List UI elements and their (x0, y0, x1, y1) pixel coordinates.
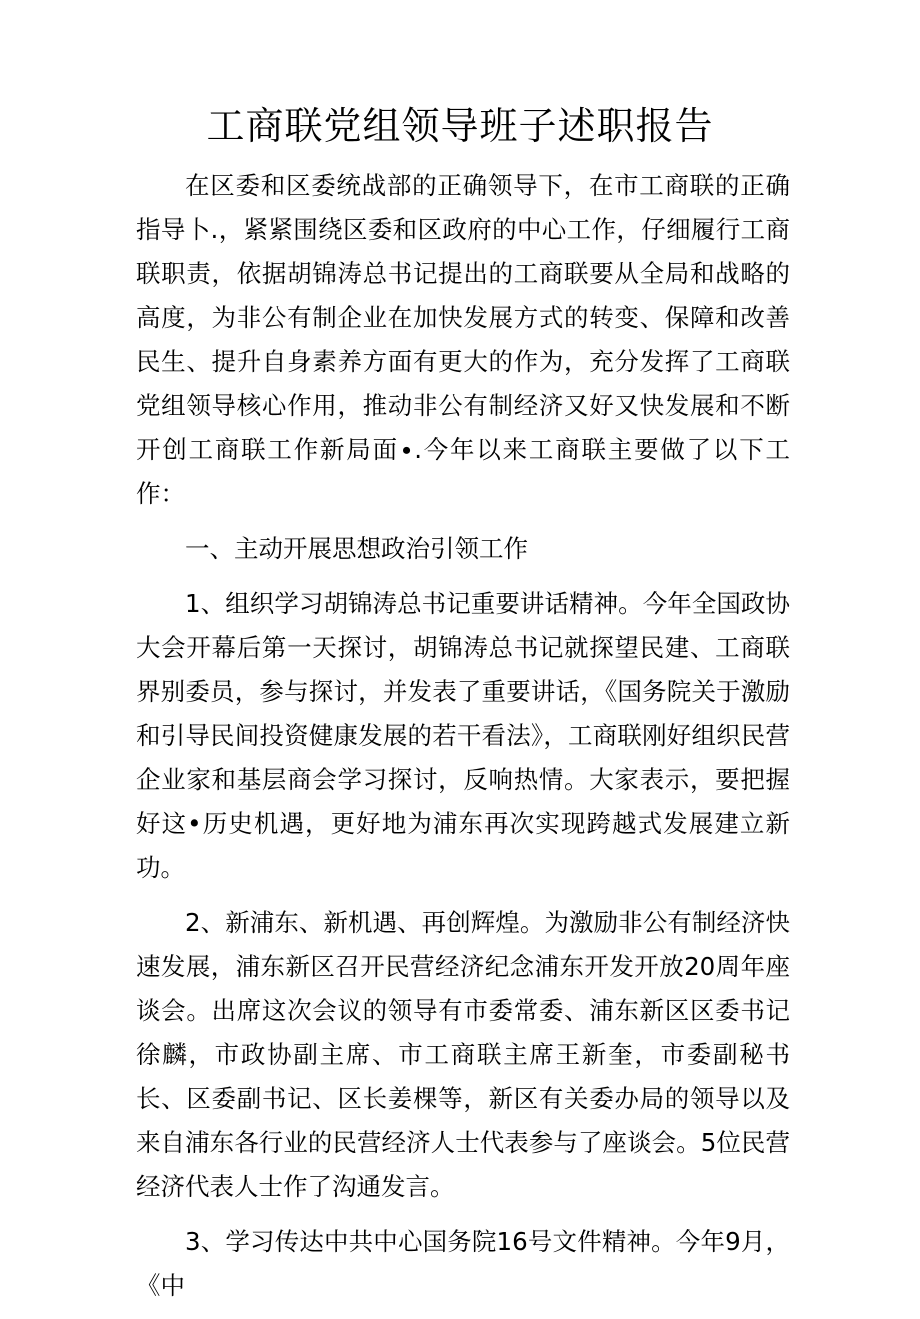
paragraph-intro: 在区委和区委统战部的正确领导下，在市工商联的正确指导卜.，紧紧围绕区委和区政府的中心工作，仔细履行工商联职责，依据胡锦涛总书记提出的工商联要从全局和战略的高度，为非公有制企业在加快发展方式的转变、保障和改善民生、提升自身素养方面有更大的作为，充分发挥了工商联党组领导核心作用，推动非公有制经济又好又快发展和不断开创工商联工作新局面∙.今年以来工商联主要做了以下工作： (136, 171, 790, 508)
section-heading-1: 一、主动开展思想政治引领工作 (185, 534, 528, 563)
paragraph-item-1: 1、组织学习胡锦涛总书记重要讲话精神。今年全国政协大会开幕后第一天探讨，胡锦涛总书记就探望民建、工商联界别委员，参与探讨，并发表了重要讲话，《国务院关于激励和引导民间投资健康发展的若干看法》，工商联刚好组织民营企业家和基层商会学习探讨，反响热情。大家表示，要把握好这•历史机遇，更好地为浦东再次实现跨越式发展建立新功。 (136, 589, 790, 882)
document-body (136, 164, 790, 1319)
paragraph-item-2: 2、新浦东、新机遇、再创辉煌。为激励非公有制经济快速发展，浦东新区召开民营经济纪念浦东开发开放20周年座谈会。出席这次会议的领导有市委常委、浦东新区区委书记徐麟，市政协副主席、市工商联主席王新奎，市委副秘书长、区委副书记、区长姜棵等，新区有关委办局的领导以及来自浦东各行业的民营经济人士代表参与了座谈会。5位民营经济代表人士作了沟通发言。 (136, 908, 790, 1201)
document-title: 工商联党组领导班子述职报告 (206, 104, 714, 148)
paragraph-item-3: 3、学习传达中共中心国务院16号文件精神。今年9月，《中 (136, 1227, 790, 1300)
